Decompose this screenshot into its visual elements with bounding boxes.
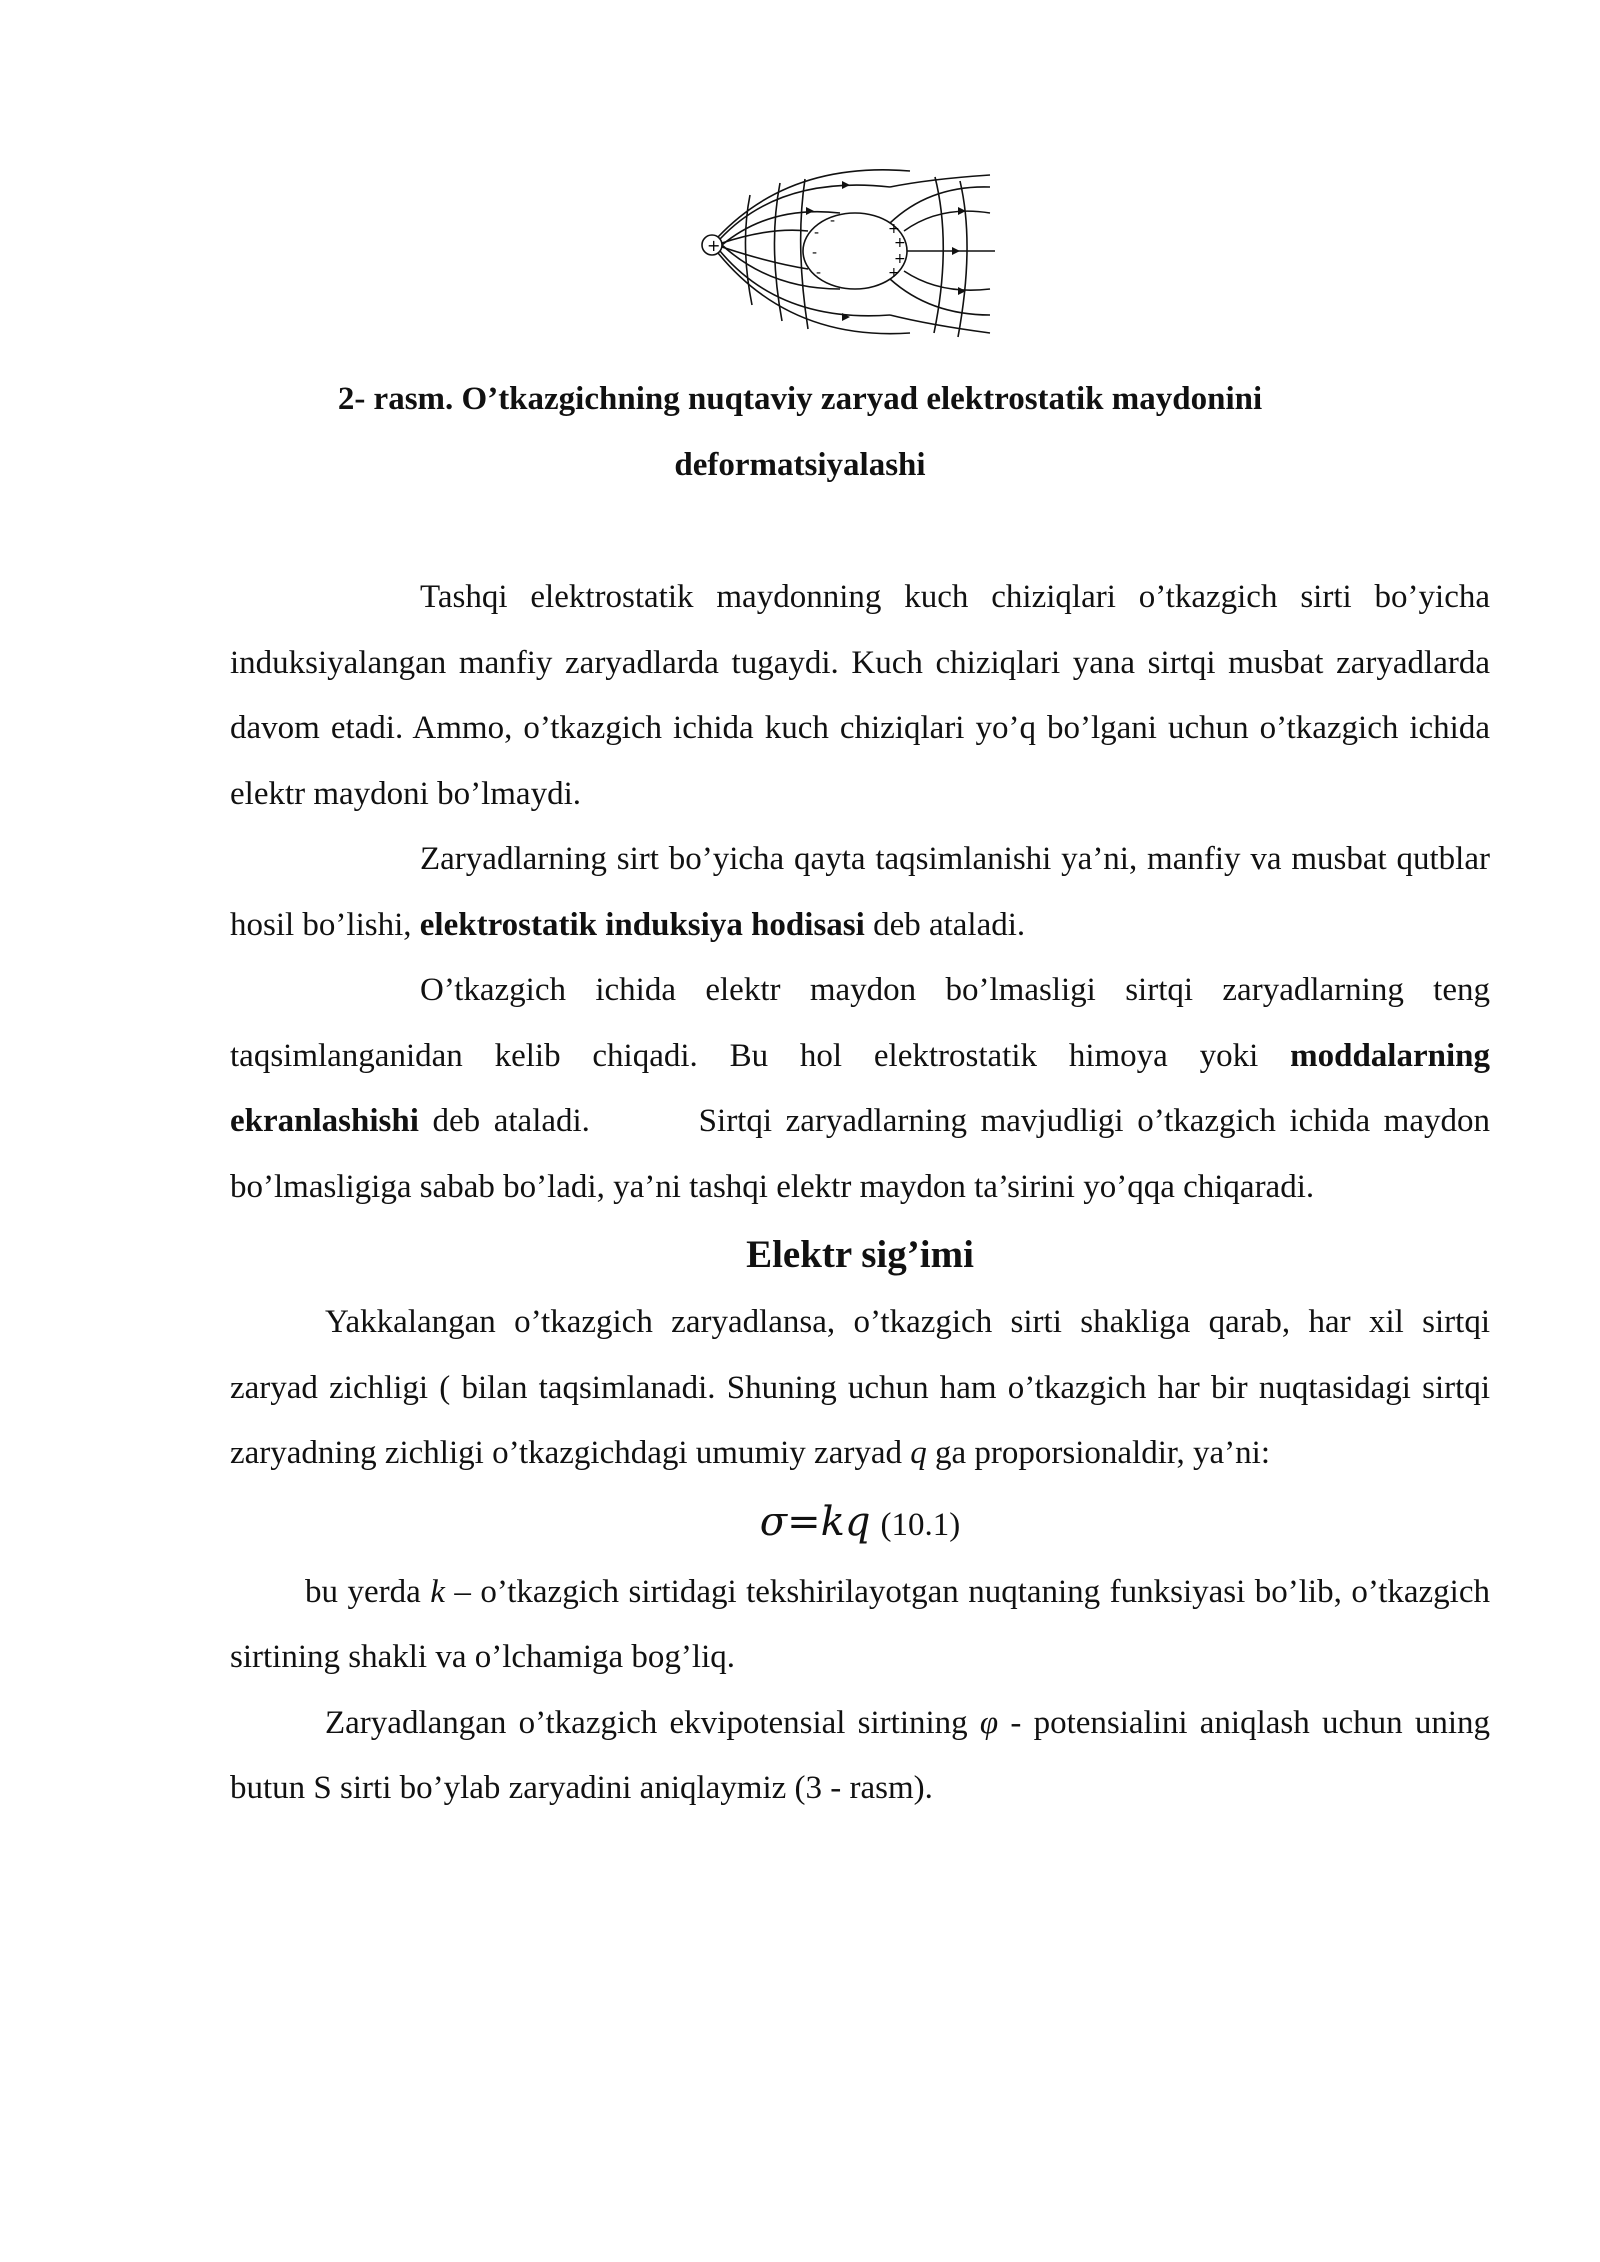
- formula-number: (10.1): [880, 1506, 961, 1543]
- formula-10-1: [230, 1487, 1490, 1560]
- formula-expression: σ=kq: [759, 1498, 871, 1545]
- field-lines-figure: [690, 165, 1010, 355]
- section-heading: Elektr sig’imi: [746, 1233, 974, 1276]
- paragraph-3: O’tkazgich ichida elektr maydon bo’lmasligi sirtqi zaryadlarning teng taqsimlanganidan kelib chiqadi. Bu hol elektrostatik himoya yoki moddalarning ekranlashishi deb ataladi. Sirtqi zaryadlarning mavjudligi o’tkazgich ichida maydon bo’lmasligiga sabab bo’ladi, ya’ni tashqi elektr maydon ta’sirini yo’qqa chiqaradi.: [230, 972, 1499, 1205]
- minus-sign: -: [816, 265, 822, 281]
- paragraph-2: Zaryadlarning sirt bo’yicha qayta taqsimlanishi ya’ni, manfiy va musbat qutblar hosil bo’lishi, elektrostatik induksiya hodisasi deb ataladi.: [230, 841, 1490, 943]
- plus-sign: +: [888, 221, 900, 237]
- plus-sign: +: [894, 251, 906, 267]
- paragraph-4: Yakkalangan o’tkazgich zaryadlansa, o’tkazgich sirti shakliga qarab, har xil sirtqi zaryad zichligi ( bilan taqsimlanadi. Shuning uchun ham o’tkazgich har bir nuqtasidagi sirtqi zaryadning zichligi o’tkazgichdagi umumiy zaryad q ga proporsionaldir, ya’ni:: [230, 1304, 1490, 1471]
- paragraph-5: bu yerda k – o’tkazgich sirtidagi tekshirilayotgan nuqtaning funksiyasi bo’lib, o’tkazgich sirtining shakli va o’lchamiga bog’liq.: [230, 1573, 1490, 1675]
- caption-line-1: 2- rasm. O’tkazgichning nuqtaviy zaryad elektrostatik maydonini: [337, 381, 1263, 417]
- figure-caption: [230, 366, 1370, 498]
- paragraph-1: Tashqi elektrostatik maydonning kuch chiziqlari o’tkazgich sirti bo’yicha induksiyalangan manfiy zaryadlarda tugaydi. Kuch chiziqlari yana sirtqi musbat zaryadlarda davom etadi. Ammo, o’tkazgich ichida kuch chiziqlari yo’q bo’lgani uchun o’tkazgich ichida elektr maydoni bo’lmaydi.: [230, 579, 1490, 812]
- electric-field-lines-diagram-icon: [690, 165, 1010, 355]
- minus-sign: -: [814, 225, 820, 241]
- term-electrostatic-induction: elektrostatik induksiya hodisasi: [419, 906, 865, 943]
- minus-sign: -: [812, 245, 818, 261]
- caption-line-2: deformatsiyalashi: [674, 447, 926, 483]
- charge-sign: +: [707, 236, 721, 255]
- plus-sign: +: [894, 235, 906, 251]
- minus-sign: -: [830, 213, 836, 229]
- document-body: [230, 565, 1499, 1822]
- paragraph-6: Zaryadlangan o’tkazgich ekvipotensial sirtining φ - potensialini aniqlash uchun uning butun S sirti bo’ylab zaryadini aniqlaymiz (3 - rasm).: [230, 1704, 1490, 1806]
- plus-sign: +: [888, 265, 900, 281]
- term-screening: moddalarning ekranlashishi: [230, 1037, 1490, 1139]
